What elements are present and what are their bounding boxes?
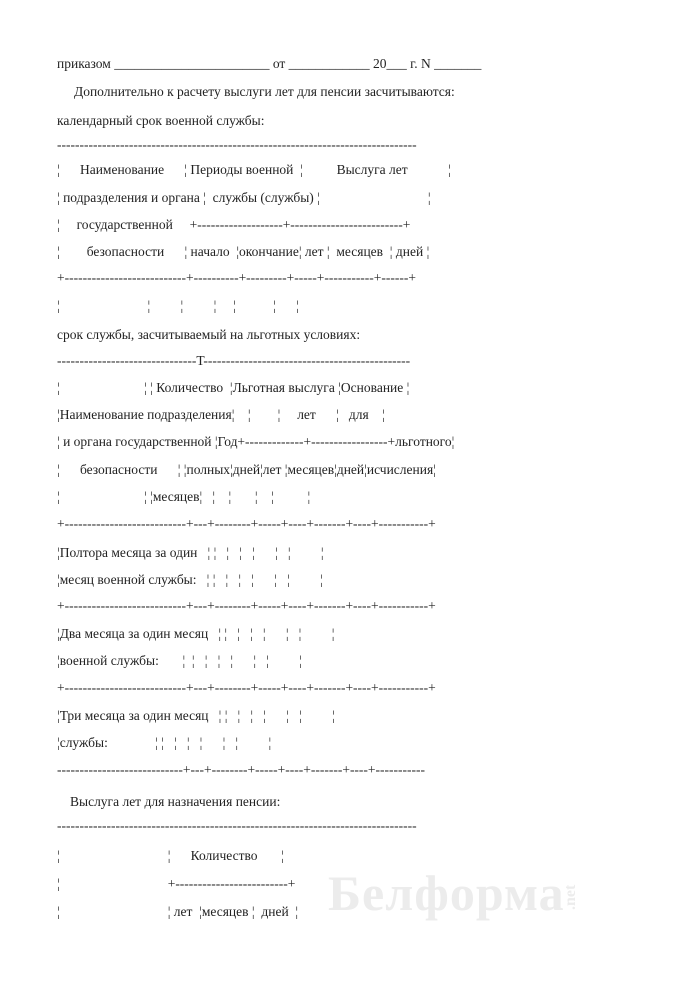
section-preferential-title: срок службы, засчитываемый на льготных условиях: bbox=[57, 327, 361, 342]
additional-intro: Дополнительно к расчету выслуги лет для пенсии засчитываются: bbox=[74, 84, 455, 99]
table2-row-3-months: ¦Три месяца за один месяц ¦ ¦ ¦ ¦ ¦ ¦ ¦ ¦ bbox=[57, 708, 335, 723]
section-pension-title: Выслуга лет для назначения пенсии: bbox=[70, 794, 281, 809]
table1-header-row: ¦ Наименование ¦ Периоды военной ¦ Выслуга лет ¦ bbox=[57, 162, 451, 177]
table3-rule: -------------------------------------------------------------------------------- bbox=[57, 818, 417, 833]
table2-header-row: ¦ ¦ ¦ Количество ¦Льготная выслуга ¦Основание ¦ bbox=[57, 380, 410, 395]
table1-header-row: ¦ безопасности ¦ начало ¦окончание¦ лет ¦ месяцев ¦ дней ¦ bbox=[57, 244, 430, 259]
table2-rule: +---------------------------+---+--------+-----+----+-------+----+-----------+ bbox=[57, 598, 436, 613]
table2-bottom-rule: ----------------------------+---+--------+-----+----+-------+----+----------- bbox=[57, 762, 425, 777]
belforma-watermark bbox=[328, 865, 658, 940]
table2-rule: +---------------------------+---+--------+-----+----+-------+----+-----------+ bbox=[57, 516, 436, 531]
table2-header-row: ¦ безопасности ¦ ¦полных¦дней¦лет ¦месяцев¦дней¦исчисления¦ bbox=[57, 462, 436, 477]
table2-rule: +---------------------------+---+--------+-----+----+-------+----+-----------+ bbox=[57, 680, 436, 695]
table2-header-row: ¦ и органа государственной ¦Год+-------------+-----------------+льготного¦ bbox=[57, 434, 455, 449]
table3-header-row: ¦ ¦ лет ¦месяцев ¦ дней ¦ bbox=[57, 904, 299, 919]
table1-header-row: ¦ подразделения и органа ¦ службы (службы) ¦ ¦ bbox=[57, 190, 431, 205]
watermark-text: Белформа bbox=[328, 865, 565, 921]
table3-header-row: ¦ ¦ Количество ¦ bbox=[57, 848, 284, 863]
table2-row-3-months: ¦службы: ¦ ¦ ¦ ¦ ¦ ¦ ¦ ¦ bbox=[57, 735, 272, 750]
table2-row-2-months: ¦военной службы: ¦ ¦ ¦ ¦ ¦ ¦ ¦ ¦ bbox=[57, 653, 302, 668]
table2-header-row: ¦Наименование подразделения¦ ¦ ¦ лет ¦ для ¦ bbox=[57, 407, 385, 422]
order-line: приказом _______________________ от ____________ 20___ г. N _______ bbox=[57, 56, 482, 71]
table2-row-2-months: ¦Два месяца за один месяц ¦ ¦ ¦ ¦ ¦ ¦ ¦ ¦ bbox=[57, 626, 335, 641]
table1-rule: -------------------------------------------------------------------------------- bbox=[57, 137, 417, 152]
table2-rule: -------------------------------T---------------------------------------------- bbox=[57, 353, 411, 368]
table1-header-row: ¦ государственной +-------------------+-------------------------+ bbox=[57, 217, 411, 232]
table2-header-row: ¦ ¦ ¦месяцев¦ ¦ ¦ ¦ ¦ ¦ bbox=[57, 489, 311, 504]
table3-header-row: ¦ +-------------------------+ bbox=[57, 876, 296, 891]
table1-empty-row: ¦ ¦ ¦ ¦ ¦ ¦ ¦ bbox=[57, 298, 299, 313]
watermark-suffix: .net bbox=[561, 884, 579, 910]
table1-rule: +---------------------------+----------+---------+-----+-----------+------+ bbox=[57, 270, 416, 285]
section-military-title: календарный срок военной службы: bbox=[57, 113, 265, 128]
table2-row-1-5-months: ¦месяц военной службы: ¦ ¦ ¦ ¦ ¦ ¦ ¦ ¦ bbox=[57, 572, 323, 587]
table2-row-1-5-months: ¦Полтора месяца за один ¦ ¦ ¦ ¦ ¦ ¦ ¦ ¦ bbox=[57, 545, 324, 560]
